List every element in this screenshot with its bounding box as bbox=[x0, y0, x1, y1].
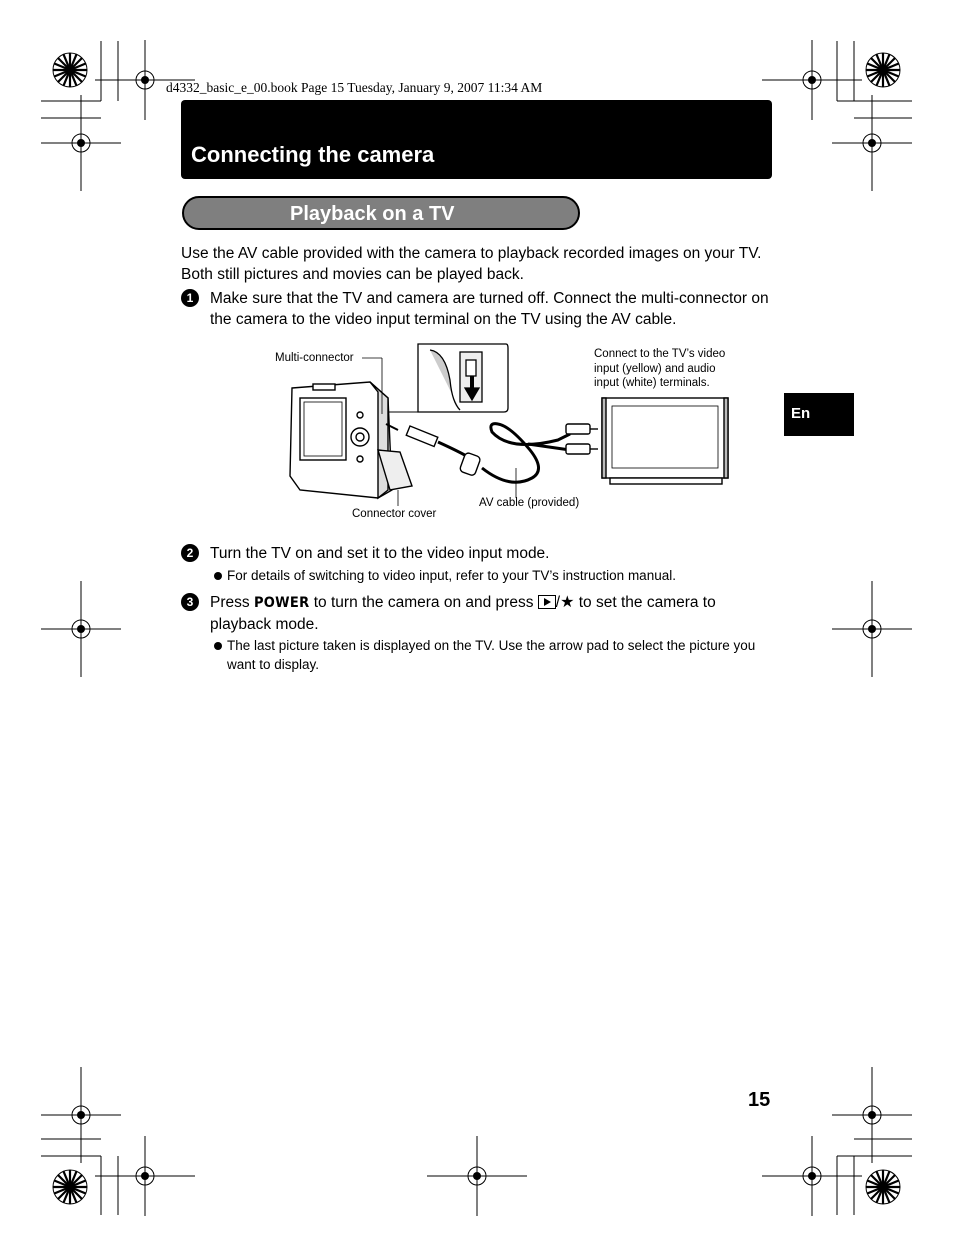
label-av-cable: AV cable (provided) bbox=[479, 497, 580, 509]
step-3 bbox=[181, 592, 781, 636]
step-3-text-before: Press bbox=[210, 594, 250, 611]
bullet-icon bbox=[214, 572, 222, 580]
bullet-icon bbox=[214, 642, 222, 650]
step-2-bullet: For details of switching to video input, refer to your TV’s instruction manual. bbox=[227, 568, 676, 583]
camera-illustration bbox=[290, 382, 412, 498]
label-tv-line-3: input (white) terminals. bbox=[594, 377, 710, 389]
step-1-text: Make sure that the TV and camera are turned off. Connect the multi-connector on the camera to the video input terminal on the TV using the AV cable. bbox=[210, 290, 769, 328]
file-header-line: d4332_basic_e_00.book Page 15 Tuesday, January 9, 2007 11:34 AM bbox=[166, 80, 543, 95]
chapter-title-bar bbox=[181, 100, 772, 179]
step-2 bbox=[181, 543, 781, 565]
star-icon: ★ bbox=[560, 594, 575, 611]
step-3-bullet: The last picture taken is displayed on the TV. Use the arrow pad to select the picture you want to display. bbox=[227, 638, 756, 672]
step-3-text-after: to set the camera to playback mode. bbox=[210, 594, 716, 633]
label-tv-terminals bbox=[594, 347, 725, 391]
page-number: 15 bbox=[748, 1089, 771, 1111]
step-3-note bbox=[181, 636, 781, 676]
playback-button-icon bbox=[538, 595, 556, 609]
language-tab-label: En bbox=[791, 405, 811, 422]
step-1 bbox=[181, 288, 781, 332]
language-tab bbox=[784, 393, 854, 436]
tv-illustration bbox=[602, 398, 728, 484]
step-number-1: 1 bbox=[181, 289, 199, 307]
power-button-label: POWER bbox=[253, 595, 310, 611]
step-2-text: Turn the TV on and set it to the video input mode. bbox=[210, 545, 550, 562]
step-2-note bbox=[181, 566, 781, 586]
label-multi-connector: Multi-connector bbox=[275, 352, 354, 364]
step-3-text: Press POWER to turn the camera on and press /★ to set the camera to playback mode. bbox=[210, 594, 716, 633]
step-number-3: 3 bbox=[181, 593, 199, 611]
intro-paragraph: Use the AV cable provided with the camera to playback recorded images on your TV. Both still pictures and movies can be played back. bbox=[181, 245, 762, 283]
section-title: Playback on a TV bbox=[290, 203, 455, 225]
chapter-title: Connecting the camera bbox=[191, 142, 435, 167]
label-connector-cover: Connector cover bbox=[352, 508, 437, 520]
step-number-2: 2 bbox=[181, 544, 199, 562]
label-tv-line-2: input (yellow) and audio bbox=[594, 362, 716, 375]
label-tv-line-1: Connect to the TV’s video bbox=[594, 348, 726, 360]
section-heading bbox=[182, 196, 580, 230]
step-3-text-middle: to turn the camera on and press bbox=[313, 594, 534, 611]
